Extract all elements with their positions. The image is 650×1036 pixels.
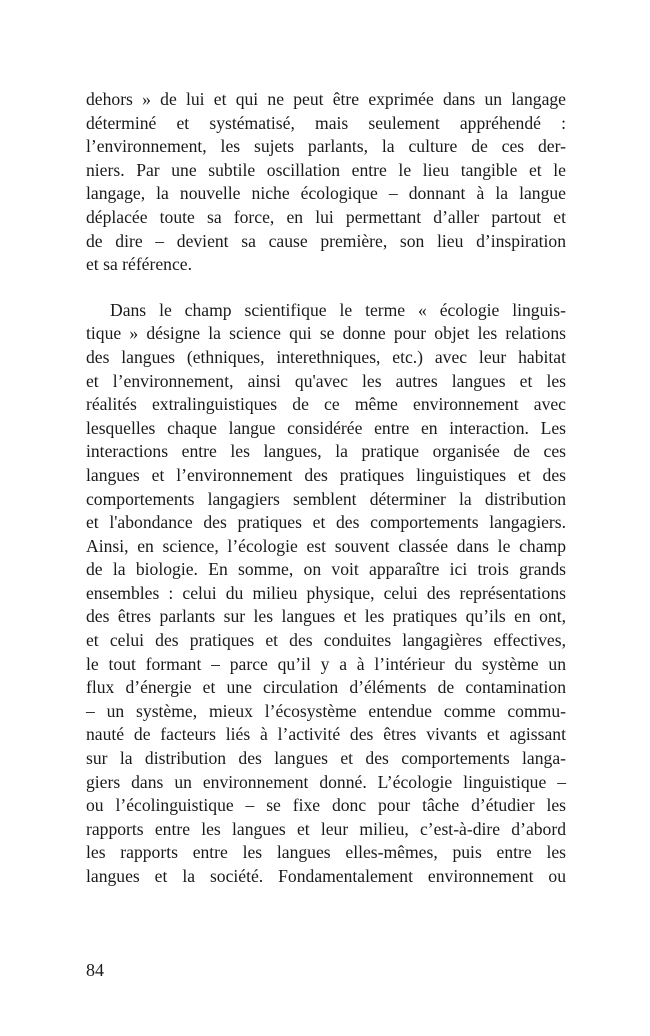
text-line: de la biologie. En somme, on voit apparaître ici trois grands <box>86 559 566 580</box>
text-line: giers dans un environnement donné. L’écologie linguistique – <box>86 771 566 792</box>
text-line: des langues (ethniques, interethniques, etc.) avec leur habitat <box>86 346 566 367</box>
text-line: de dire – devient sa cause première, son lieu d’inspiration <box>86 230 566 251</box>
text-line: langues et la société. Fondamentalement environnement ou <box>86 866 566 886</box>
page-body <box>86 88 566 889</box>
text-line: – un système, mieux l’écosystème entendue comme commu- <box>86 700 566 721</box>
text-line: l’environnement, les sujets parlants, la culture de ces der- <box>86 136 566 157</box>
text-line: langues et l’environnement des pratiques linguistiques et des <box>86 464 566 485</box>
text-line: flux d’énergie et une circulation d’éléments de contamination <box>86 677 566 698</box>
text-line: interactions entre les langues, la pratique organisée de ces <box>86 441 566 462</box>
text-line: déplacée toute sa force, en lui permettant d’aller partout et <box>86 206 566 227</box>
text-line: sur la distribution des langues et des comportements langa- <box>86 748 566 769</box>
paragraph-2 <box>86 299 566 889</box>
text-line: Dans le champ scientifique le terme « écologie linguis- <box>110 299 566 320</box>
text-line: tique » désigne la science qui se donne pour objet les relations <box>86 323 566 344</box>
text-line: et celui des pratiques et des conduites langagières effectives, <box>86 630 566 651</box>
text-line: Ainsi, en science, l’écologie est souvent classée dans le champ <box>86 535 566 556</box>
text-line: rapports entre les langues et leur milieu, c’est-à-dire d’abord <box>86 818 566 839</box>
text-line: les rapports entre les langues elles-mêmes, puis entre les <box>86 842 566 863</box>
text-line: comportements langagiers semblent déterminer la distribution <box>86 488 566 509</box>
text-line: et sa référence. <box>86 254 192 275</box>
text-line: et l’environnement, ainsi qu'avec les autres langues et les <box>86 370 566 391</box>
text-line: dehors » de lui et qui ne peut être exprimée dans un langage <box>86 89 566 109</box>
page-number: 84 <box>86 960 104 980</box>
paragraph-1 <box>86 88 566 277</box>
text-line: nauté de facteurs liés à l’activité des êtres vivants et agissant <box>86 724 566 745</box>
text-line: ou l’écolinguistique – se fixe donc pour tâche d’étudier les <box>86 795 566 816</box>
text-line: niers. Par une subtile oscillation entre le lieu tangible et le <box>86 159 566 180</box>
text-line: réalités extralinguistiques de ce même environnement avec <box>86 394 566 415</box>
text-line: des êtres parlants sur les langues et les pratiques qu’ils en ont, <box>86 606 566 627</box>
text-line: langage, la nouvelle niche écologique – donnant à la langue <box>86 183 566 204</box>
text-line: déterminé et systématisé, mais seulement appréhendé : <box>86 112 566 133</box>
text-line: ensembles : celui du milieu physique, celui des représentations <box>86 582 566 603</box>
text-line: lesquelles chaque langue considérée entre en interaction. Les <box>86 417 566 438</box>
text-line: et l'abondance des pratiques et des comportements langagiers. <box>86 512 566 533</box>
text-line: le tout formant – parce qu’il y a à l’intérieur du système un <box>86 653 566 674</box>
